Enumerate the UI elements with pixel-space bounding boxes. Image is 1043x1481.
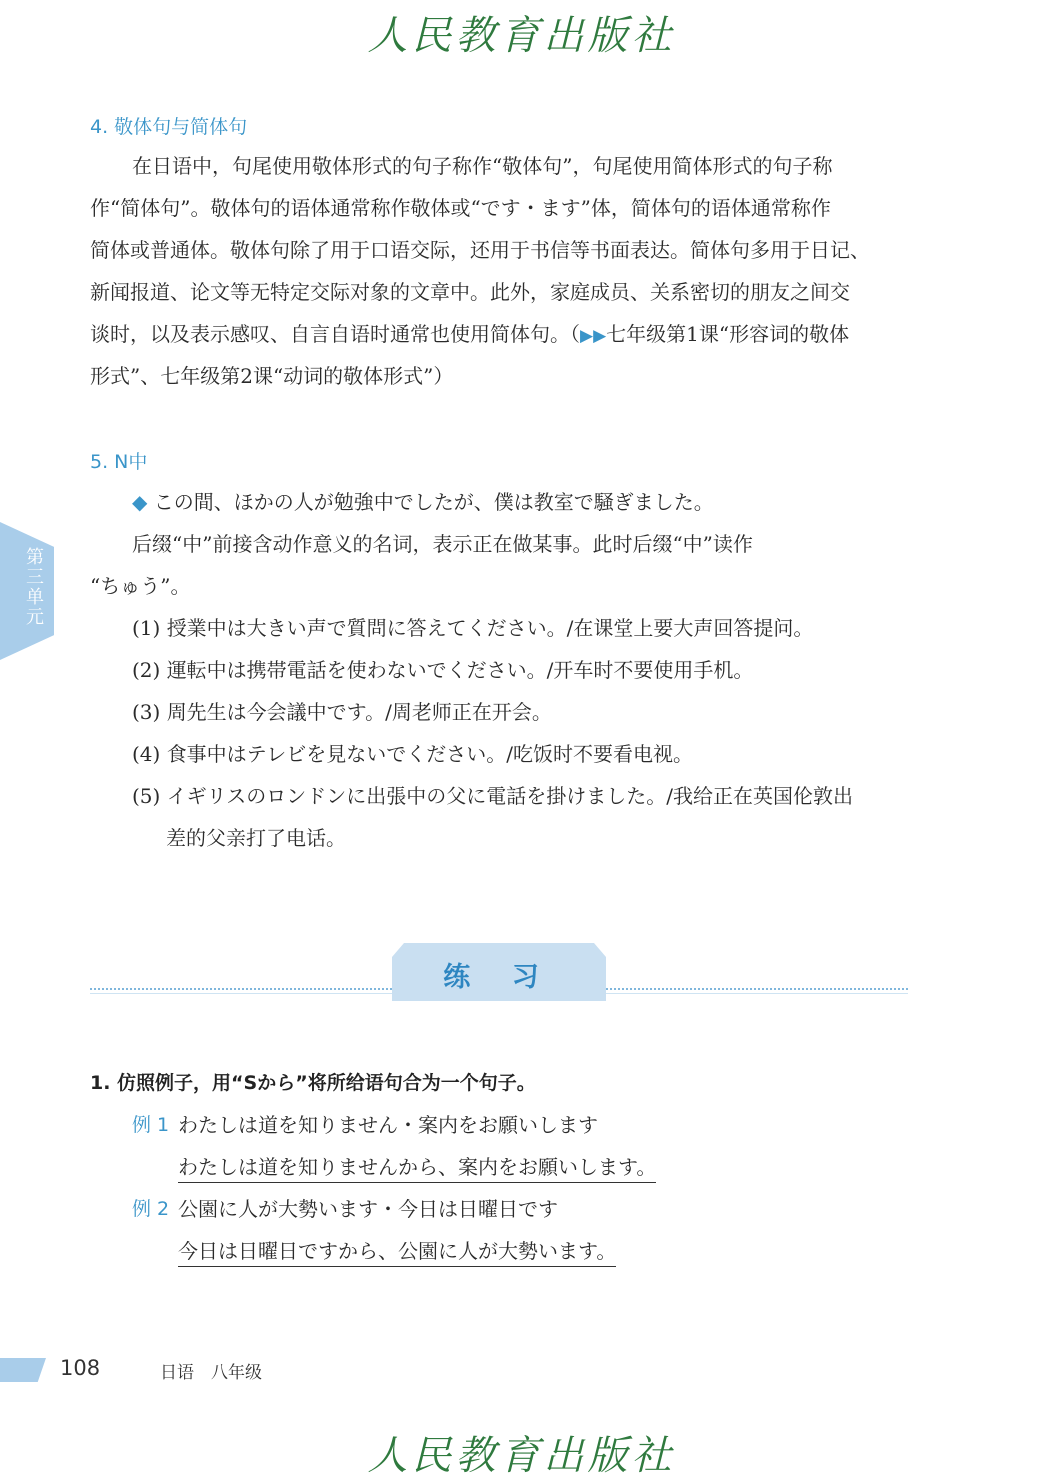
- section-5-example-sentence: [132, 488, 950, 516]
- example-2-answer: 今日は日曜日ですから、公園に人が大勢います。: [178, 1235, 616, 1267]
- example-sentence-text: この間、ほかの人が勉強中でしたが、僕は教室で騒ぎました。: [153, 490, 714, 514]
- section-5-example-2: (2) 運転中は携帯電話を使わないでください。/开车时不要使用手机。: [132, 658, 754, 682]
- footer-accent-bar: [0, 1358, 46, 1382]
- section-4-line-4: 新闻报道、论文等无特定交际对象的文章中。此外，家庭成员、关系密切的朋友之间交: [90, 280, 850, 304]
- example-2-label: 例 2: [132, 1198, 170, 1220]
- page-number: 108: [60, 1356, 101, 1380]
- section-4-line-3: 简体或普通体。敬体句除了用于口语交际，还用于书信等书面表达。简体句多用于日记、: [90, 238, 870, 262]
- section-5-example-3: (3) 周先生は今会議中です。/周老师正在开会。: [132, 700, 552, 724]
- example-1-label: 例 1: [132, 1114, 170, 1136]
- example-1-answer: わたしは道を知りませんから、案内をお願いします。: [178, 1151, 656, 1183]
- unit-side-tab-label: 第三单元: [26, 547, 44, 628]
- exercise-title: 练 习: [443, 962, 555, 993]
- section-4-line-1: 在日语中，句尾使用敬体形式的句子称作“敬体句”，句尾使用简体形式的句子称: [132, 154, 833, 178]
- section-5-explanation-1: 后缀“中”前接含动作意义的名词，表示正在做某事。此时后缀“中”读作: [132, 532, 753, 556]
- example-1-prompt: わたしは道を知りません・案内をお願いします: [178, 1113, 598, 1137]
- section-4-line-5: [90, 320, 908, 350]
- diamond-bullet-icon: ◆: [132, 490, 148, 514]
- section-5-example-5: (5) イギリスのロンドンに出張中の父に電話を掛けました。/我给正在英国伦敦出: [132, 784, 854, 808]
- publisher-logo-top: 人民教育出版社: [367, 13, 676, 59]
- question-1: 1. 仿照例子，用“Sから”将所给语句合为一个句子。: [90, 1072, 536, 1094]
- section-4-line-2: 作“简体句”。敬体句的语体通常称作敬体或“です・ます”体，简体句的语体通常称作: [90, 196, 831, 220]
- example-2-prompt: 公園に人が大勢います・今日は日曜日です: [178, 1197, 558, 1221]
- section-4-reference-link[interactable]: 七年级第1课“形容词的敬体: [606, 322, 850, 346]
- section-5-explanation-2: “ちゅう”。: [90, 574, 191, 598]
- section-4-line-6: 形式”、七年级第2课“动词的敬体形式”）: [90, 364, 454, 388]
- section-4-heading: 4. 敬体句与简体句: [90, 116, 248, 138]
- book-title: 日语 八年级: [160, 1363, 262, 1383]
- double-arrow-icon: ▶▶: [580, 326, 607, 346]
- section-5-example-1: (1) 授業中は大きい声で質問に答えてください。/在课堂上要大声回答提问。: [132, 616, 814, 640]
- section-5-example-4: (4) 食事中はテレビを見ないでください。/吃饭时不要看电视。: [132, 742, 694, 766]
- section-5-example-5-cont: 差的父亲打了电话。: [166, 826, 346, 850]
- section-4-line-5-text: 谈时，以及表示感叹、自言自语时通常也使用简体句。（: [90, 322, 580, 346]
- section-5-heading: 5. N中: [90, 451, 148, 473]
- publisher-logo-bottom: 人民教育出版社: [367, 1433, 676, 1479]
